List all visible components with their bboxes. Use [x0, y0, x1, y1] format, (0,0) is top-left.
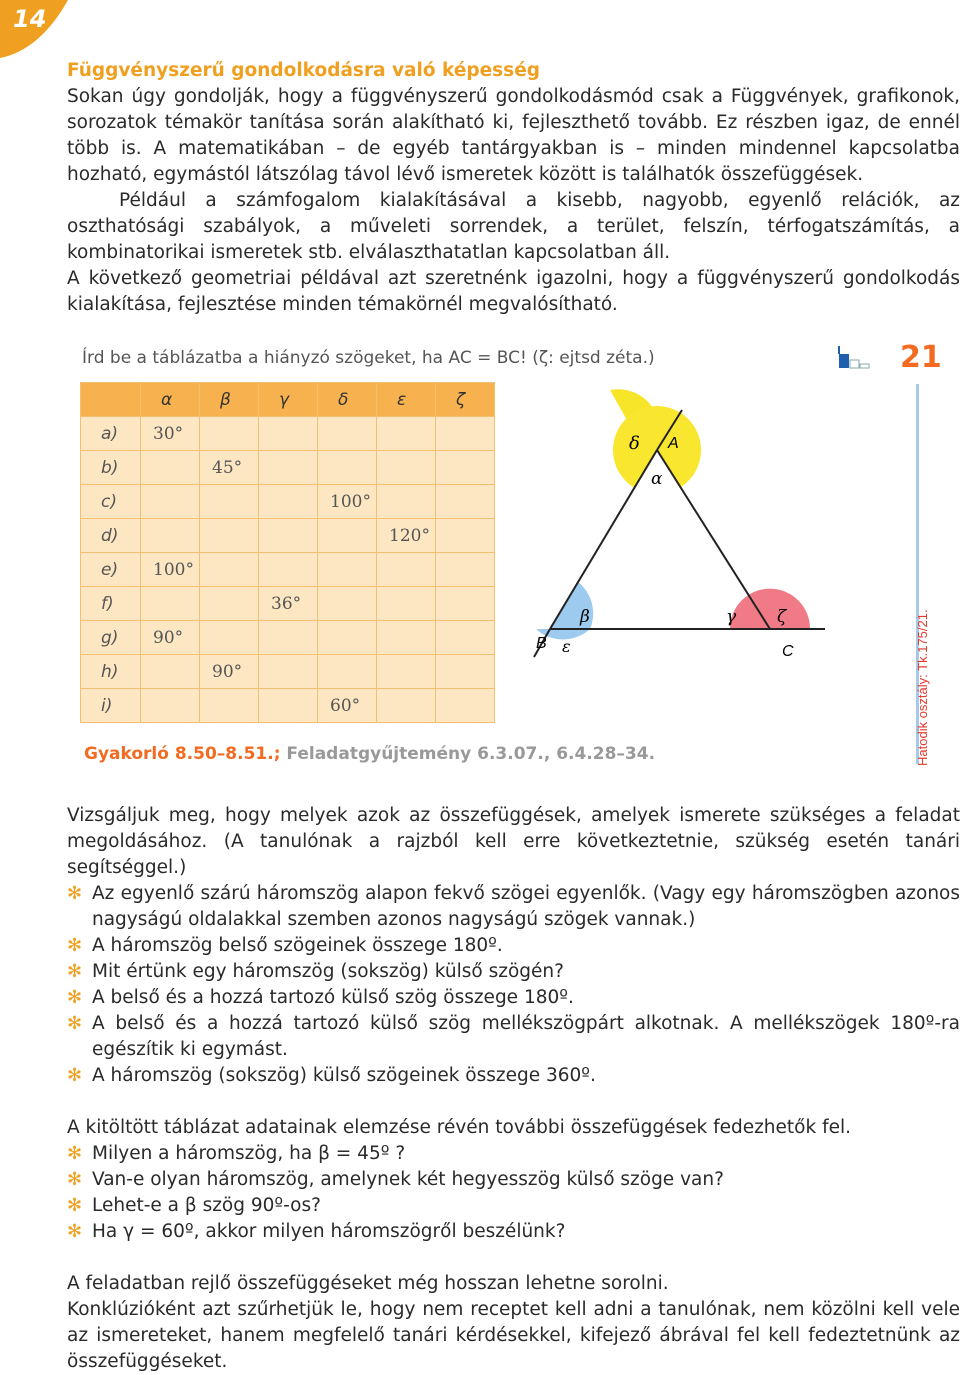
intro-section: [67, 58, 960, 318]
intro-paragraph-3: A következő geometriai példával azt szeretnénk igazolni, hogy a függvényszerű gondolkodás kialakítása, fejlesztése minden témakörnél megvalósítható.: [67, 268, 960, 315]
angle-cell[interactable]: [200, 417, 259, 451]
angle-cell[interactable]: [436, 451, 495, 485]
angle-alpha-label: α: [651, 469, 663, 489]
asterisk-bullet-icon: ✻: [67, 961, 83, 982]
table-header-cell: α: [141, 383, 200, 417]
angle-cell[interactable]: [200, 553, 259, 587]
relation-item: [67, 881, 960, 933]
row-label: e): [81, 553, 141, 587]
table-header-cell: ζ: [436, 383, 495, 417]
angle-cell[interactable]: 36°: [259, 587, 318, 621]
angle-table: [80, 382, 495, 723]
angle-cell[interactable]: [318, 451, 377, 485]
asterisk-bullet-icon: ✻: [67, 1169, 83, 1190]
relation-item: [67, 933, 960, 959]
angle-cell[interactable]: [318, 519, 377, 553]
exercise-source: Hatodik osztály: Tk.175/21.: [915, 609, 930, 766]
angle-cell[interactable]: 100°: [318, 485, 377, 519]
angle-cell[interactable]: [318, 655, 377, 689]
angle-cell[interactable]: 100°: [141, 553, 200, 587]
intro-paragraph-2: Például a számfogalom kialakításával a kisebb, nagyobb, egyenlő relációk, az oszthatósági szabályok, a műveleti sorrendek, a terület, felszín, térfogatszámítás, a kombinatorikai ismeretek stb. elválaszthatatlan kapcsolatban áll.: [67, 190, 960, 263]
angle-cell[interactable]: [436, 587, 495, 621]
angle-zeta-label: ζ: [777, 607, 787, 627]
angle-cell[interactable]: [436, 621, 495, 655]
table-row: [81, 485, 495, 519]
angle-epsilon-label: ε: [562, 637, 571, 656]
table-row: [81, 621, 495, 655]
angle-cell[interactable]: [436, 655, 495, 689]
angle-cell[interactable]: [259, 621, 318, 655]
body-paragraph-2: A kitöltött táblázat adatainak elemzése révén további összefüggések fedezhetők fel.: [67, 1117, 851, 1138]
list-item-text: Ha γ = 60º, akkor milyen háromszögről beszélünk?: [92, 1221, 566, 1242]
table-header-cell: β: [200, 383, 259, 417]
list-item-text: A belső és a hozzá tartozó külső szög mellékszögpárt alkotnak. A mellékszögek 180º-ra egészítik ki egymást.: [92, 1013, 960, 1060]
triangle-figure: [536, 386, 910, 676]
angle-cell[interactable]: [259, 417, 318, 451]
table-header-row: [81, 383, 495, 417]
list-item-text: Milyen a háromszög, ha β = 45º ?: [92, 1143, 406, 1164]
table-corner: [81, 383, 141, 417]
relation-item: [67, 985, 960, 1011]
angle-cell[interactable]: [436, 689, 495, 723]
exercise-title: Írd be a táblázatba a hiányzó szögeket, ha AC = BC! (ζ: ejtsd zéta.): [82, 348, 655, 368]
angle-cell[interactable]: [141, 655, 200, 689]
practice-ref-2: Feladatgyűjtemény 6.3.07., 6.4.28–34.: [286, 744, 656, 764]
asterisk-bullet-icon: ✻: [67, 1221, 83, 1242]
angle-cell[interactable]: [259, 485, 318, 519]
table-row: [81, 417, 495, 451]
exercise-box: [70, 336, 940, 776]
asterisk-bullet-icon: ✻: [67, 935, 83, 956]
vertex-b-label: B: [536, 635, 547, 652]
relations-list: [67, 881, 960, 1089]
angle-cell[interactable]: [318, 417, 377, 451]
row-label: d): [81, 519, 141, 553]
angle-cell[interactable]: [318, 621, 377, 655]
questions-list: [67, 1141, 960, 1245]
list-item-text: A háromszög belső szögeinek összege 180º.: [92, 935, 503, 956]
angle-cell[interactable]: [141, 451, 200, 485]
table-row: [81, 655, 495, 689]
question-item: [67, 1219, 960, 1245]
list-item-text: A háromszög (sokszög) külső szögeinek összege 360º.: [92, 1065, 596, 1086]
asterisk-bullet-icon: ✻: [67, 883, 83, 904]
list-item-text: Lehet-e a β szög 90º-os?: [92, 1195, 321, 1216]
angle-cell[interactable]: [141, 587, 200, 621]
list-item-text: Az egyenlő szárú háromszög alapon fekvő szögei egyenlők. (Vagy egy háromszögben azonos nagyságú oldalakkal szemben azonos nagyságú szögek vannak.): [92, 883, 960, 930]
angle-cell[interactable]: [436, 553, 495, 587]
row-label: g): [81, 621, 141, 655]
angle-cell[interactable]: [436, 519, 495, 553]
table-header-cell: ε: [377, 383, 436, 417]
table-header-cell: γ: [259, 383, 318, 417]
asterisk-bullet-icon: ✻: [67, 1195, 83, 1216]
angle-cell[interactable]: [141, 519, 200, 553]
page-number: 14: [13, 5, 47, 33]
body-paragraph-3: A feladatban rejlő összefüggéseket még hosszan lehetne sorolni.: [67, 1273, 669, 1294]
analysis-section: [67, 803, 960, 1375]
angle-cell[interactable]: [377, 485, 436, 519]
body-paragraph-4: Konklúzióként azt szűrhetjük le, hogy nem receptet kell adni a tanulónak, nem közölni kell vele az ismereteket, hanem megfelelő tanári kérdésekkel, kifejező ábrával fel kell fedeztetnünk az összefüggéseket.: [67, 1299, 960, 1372]
angle-cell[interactable]: [259, 655, 318, 689]
angle-cell[interactable]: [377, 621, 436, 655]
angle-cell[interactable]: [259, 553, 318, 587]
relation-item: [67, 959, 960, 985]
angle-cell[interactable]: [377, 689, 436, 723]
row-label: a): [81, 417, 141, 451]
list-item-text: Mit értünk egy háromszög (sokszög) külső szögén?: [92, 961, 564, 982]
question-item: [67, 1141, 960, 1167]
table-row: [81, 689, 495, 723]
row-label: f): [81, 587, 141, 621]
list-item-text: A belső és a hozzá tartozó külső szög összege 180º.: [92, 987, 574, 1008]
question-item: [67, 1193, 960, 1219]
angle-gamma-label: γ: [726, 607, 737, 627]
angle-cell[interactable]: [141, 689, 200, 723]
table-header-cell: δ: [318, 383, 377, 417]
vertex-c-label: C: [782, 643, 794, 660]
row-label: i): [81, 689, 141, 723]
angle-cell[interactable]: 120°: [377, 519, 436, 553]
table-row: [81, 451, 495, 485]
angle-cell[interactable]: [377, 655, 436, 689]
practice-ref-1: Gyakorló 8.50–8.51.;: [84, 744, 281, 764]
exercise-number: 21: [900, 340, 942, 375]
angle-cell[interactable]: 30°: [141, 417, 200, 451]
row-label: c): [81, 485, 141, 519]
intro-paragraph-1: Sokan úgy gondolják, hogy a függvényszerű gondolkodásmód csak a Függvények, grafikonok, sorozatok témakör tanítása során alakítható ki, fejleszthető tovább. Ez részben igaz, de ennél több is. A matematikában – de egyéb tantárgyakban is – minden mindennel kapcsolatba hozható, egymástól látszólag távol lévő ismeretek között is találhatók összefüggések.: [67, 86, 960, 185]
table-row: [81, 519, 495, 553]
relation-item: [67, 1063, 960, 1089]
question-item: [67, 1167, 960, 1193]
angle-cell[interactable]: [259, 689, 318, 723]
table-row: [81, 553, 495, 587]
angle-cell[interactable]: [377, 553, 436, 587]
angle-cell[interactable]: [377, 451, 436, 485]
angle-beta-label: β: [580, 607, 590, 627]
relation-item: [67, 1011, 960, 1063]
row-label: h): [81, 655, 141, 689]
angle-cell[interactable]: [200, 519, 259, 553]
angle-cell[interactable]: [200, 587, 259, 621]
angle-cell[interactable]: 45°: [200, 451, 259, 485]
practice-reference: [84, 744, 655, 764]
angle-cell[interactable]: [200, 485, 259, 519]
asterisk-bullet-icon: ✻: [67, 1065, 83, 1086]
body-paragraph-1: Vizsgáljuk meg, hogy melyek azok az összefüggések, amelyek ismerete szükséges a feladat megoldásához. (A tanulónak a rajzból kell erre következtetnie, szükség esetén tanári segítséggel.): [67, 805, 960, 878]
angle-cell[interactable]: [318, 587, 377, 621]
angle-cell[interactable]: [141, 485, 200, 519]
angle-cell[interactable]: [200, 689, 259, 723]
angle-cell[interactable]: [377, 417, 436, 451]
list-item-text: Van-e olyan háromszög, amelynek két hegyesszög külső szöge van?: [92, 1169, 724, 1190]
vertex-a-label: A: [668, 435, 679, 452]
angle-delta-label: δ: [629, 433, 640, 454]
asterisk-bullet-icon: ✻: [67, 987, 83, 1008]
angle-cell[interactable]: 90°: [141, 621, 200, 655]
angle-cell[interactable]: 90°: [200, 655, 259, 689]
table-row: [81, 587, 495, 621]
asterisk-bullet-icon: ✻: [67, 1013, 83, 1034]
section-heading: Függvényszerű gondolkodásra való képesség: [67, 60, 540, 81]
angle-cell[interactable]: [259, 451, 318, 485]
angle-cell[interactable]: [377, 587, 436, 621]
angle-cell[interactable]: [436, 485, 495, 519]
angle-cell[interactable]: [259, 519, 318, 553]
angle-cell[interactable]: [436, 417, 495, 451]
row-label: b): [81, 451, 141, 485]
difficulty-icon: [838, 344, 872, 370]
angle-cell[interactable]: [318, 553, 377, 587]
page-number-tab: [0, 0, 70, 58]
angle-cell[interactable]: [200, 621, 259, 655]
asterisk-bullet-icon: ✻: [67, 1143, 83, 1164]
angle-cell[interactable]: 60°: [318, 689, 377, 723]
